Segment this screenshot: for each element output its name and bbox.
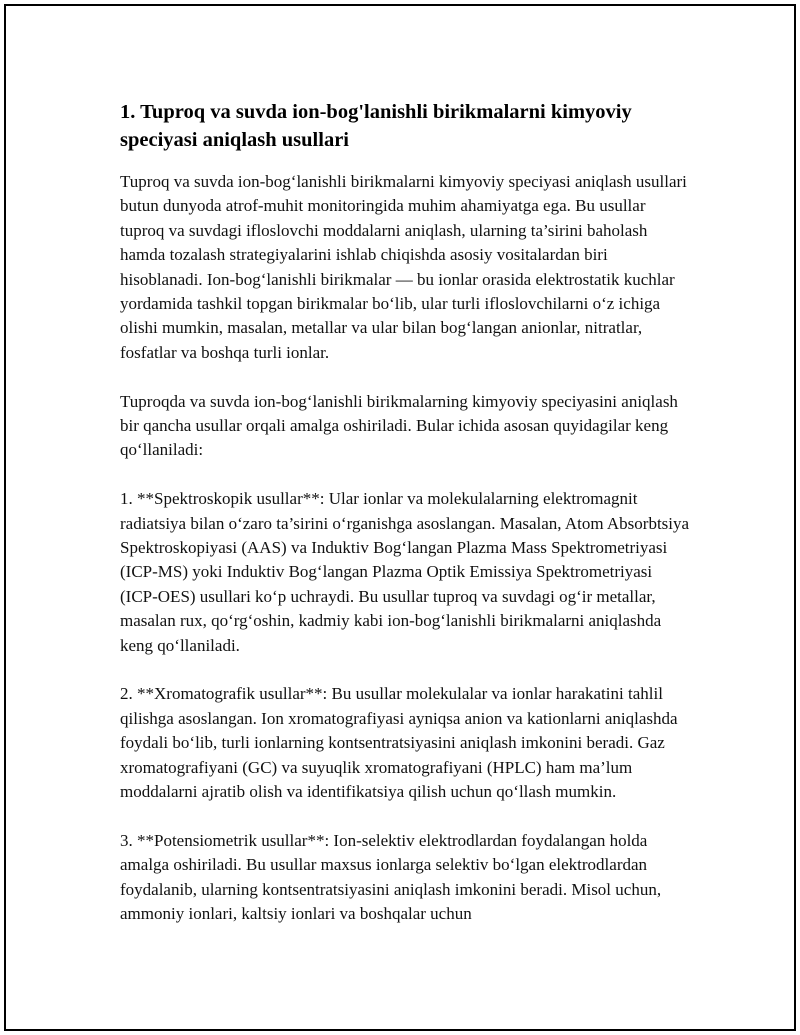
paragraph-intro: Tuproq va suvda ion-bog‘lanishli birikmalarni kimyoviy speciyasi aniqlash usullari butun dunyoda atrof-muhit monitoringida muhim ahamiyatga ega. Bu usullar tuproq va suvdagi ifloslovchi moddalarni aniqlash, ularning ta’sirini baholash hamda tozalash strategiyalarini ishlab chiqishda asosiy vositalardan biri hisoblanadi. Ion-bog‘lanishli birikmalar — bu ionlar orasida elektrostatik kuchlar yordamida tashkil topgan birikmalar bo‘lib, ular turli ifloslovchilarni o‘z ichiga olishi mumkin, masalan, metallar va ular bilan bog‘langan anionlar, nitratlar, fosfatlar va boshqa turli ionlar. [120,172,687,362]
page-frame [4,4,796,1031]
paragraph-potentiometric-methods: 3. **Potensiometrik usullar**: Ion-selektiv elektrodlardan foydalangan holda amalga oshiriladi. Bu usullar maxsus ionlarga selektiv bo‘lgan elektrodlardan foydalanib, ularning kontsentratsiyasini aniqlash imkonini beradi. Misol uchun, ammoniy ionlari, kaltsiy ionlari va boshqalar uchun [120,830,662,924]
paragraph-chromatographic-methods: 2. **Xromatografik usullar**: Bu usullar molekulalar va ionlar harakatini tahlil qilishga asoslangan. Ion xromatografiyasi ayniqsa anion va kationlarni aniqlashda foydali bo‘lib, turli ionlarning kontsentratsiyasini aniqlash imkonini beradi. Gaz xromatografiyani (GC) va suyuqlik xromatografiyani (HPLC) ham ma’lum moddalarni ajratib olish va identifikatsiya qilish uchun qo‘llash mumkin. [120,684,678,802]
section-heading: 1. Tuproq va suvda ion-bog'lanishli birikmalarni kimyoviy speciyasi aniqlash usullari [120,101,632,151]
paragraph-spectroscopic-methods: 1. **Spektroskopik usullar**: Ular ionlar va molekulalarning elektromagnit radiatsiya bilan o‘zaro ta’sirini o‘rganishga asoslangan. Masalan, Atom Absorbtsiya Spektroskopiyasi (AAS) va Induktiv Bog‘langan Plazma Mass Spektrometriyasi (ICP-MS) yoki Induktiv Bog‘langan Plazma Optik Emissiya Spektrometriyasi (ICP-OES) usullari ko‘p uchraydi. Bu usullar tuproq va suvdagi og‘ir metallar, masalan rux, qo‘rg‘oshin, kadmiy kabi ion-bog‘lanishli birikmalarni aniqlashda keng qo‘llaniladi. [120,489,690,655]
document-body [120,98,692,951]
paragraph-methods-overview: Tuproqda va suvda ion-bog‘lanishli birikmalarning kimyoviy speciyasini aniqlash bir qancha usullar orqali amalga oshiriladi. Bular ichida asosan quyidagilar keng qo‘llaniladi: [120,391,678,460]
